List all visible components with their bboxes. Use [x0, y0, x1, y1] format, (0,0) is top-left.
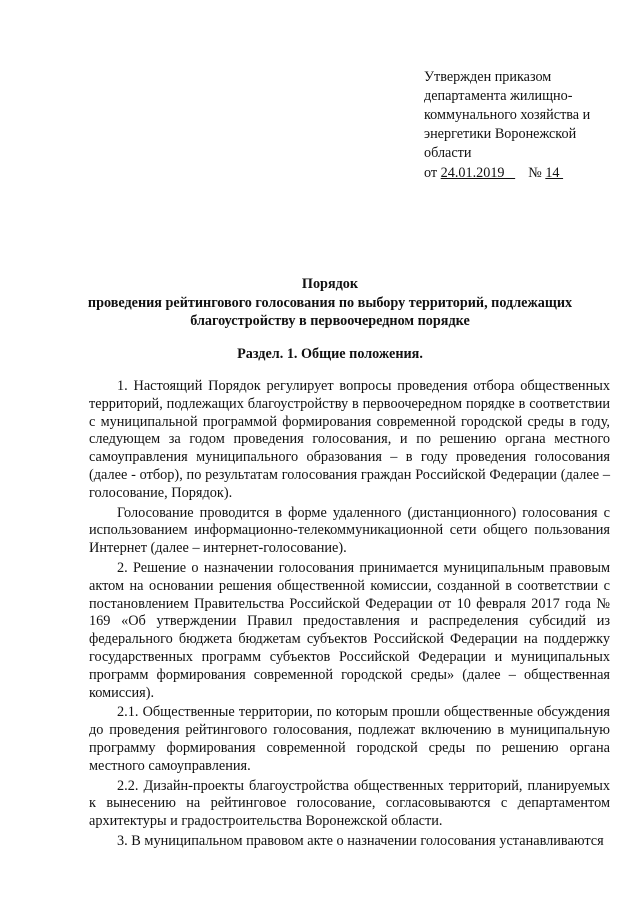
approval-line: области: [424, 145, 472, 161]
order-date-number: [424, 165, 563, 182]
approval-stamp: [424, 68, 624, 163]
approval-line: департамента жилищно-: [424, 88, 573, 104]
order-date: 24.01.2019: [440, 165, 505, 181]
document-title: Порядок: [301, 276, 359, 292]
approval-line: энергетики Воронежской: [424, 126, 577, 142]
paragraph: 3. В муниципальном правовом акте о назначении голосования устанавливаются: [117, 832, 604, 849]
approval-line: Утвержден приказом: [424, 69, 552, 85]
document-subtitle-line: благоустройству в первоочередном порядке: [190, 313, 470, 329]
paragraph: 2. Решение о назначении голосования принимается муниципальным правовым актом на основании решения общественной комиссии, созданной в соответствии с постановлением Правительства Российской Федерации от 10 февраля 2017 года № 169 «Об утверждении Правил предоставления и распределения субсидий из федерального бюджета бюджетам субъектов Российской Федерации на поддержку государственных программ субъектов Российской Федерации и муниципальных программ формирования современной городской среды» (далее – общественная комиссия).: [89, 559, 610, 701]
date-prefix: от: [424, 165, 438, 181]
paragraph: 1. Настоящий Порядок регулирует вопросы проведения отбора общественных территорий, подлежащих благоустройству в первоочередном порядке в соответствии с муниципальной программой формирования современной городской среды в году, следующем за годом проведения голосования, и по решению органа местного самоуправления муниципального образования – в году проведения голосования (далее - отбор), по результатам голосования граждан Российской Федерации (далее – голосование, Порядок).: [89, 378, 610, 501]
document-body: [89, 378, 610, 851]
approval-line: коммунального хозяйства и: [424, 107, 591, 123]
paragraph: 2.2. Дизайн-проекты благоустройства общественных территорий, планируемых к вынесению на рейтинговое голосование, согласовываются с департаментом архитектуры и градостроительства Воронежской области.: [89, 777, 610, 830]
paragraph: 2.1. Общественные территории, по которым прошли общественные обсуждения до проведения рейтингового голосования, подлежат включению в муниципальную программу формирования современной городской среды по решению органа местного самоуправления.: [89, 704, 610, 774]
document-subtitle-line: проведения рейтингового голосования по выбору территорий, подлежащих: [87, 295, 573, 311]
order-number: 14: [545, 165, 560, 181]
section-heading: Раздел. 1. Общие положения.: [237, 346, 423, 362]
number-prefix: №: [528, 165, 542, 181]
paragraph: Голосование проводится в форме удаленного (дистанционного) голосования с использованием информационно-телекоммуникационной сети общего пользования Интернет (далее – интернет-голосование).: [89, 504, 610, 557]
